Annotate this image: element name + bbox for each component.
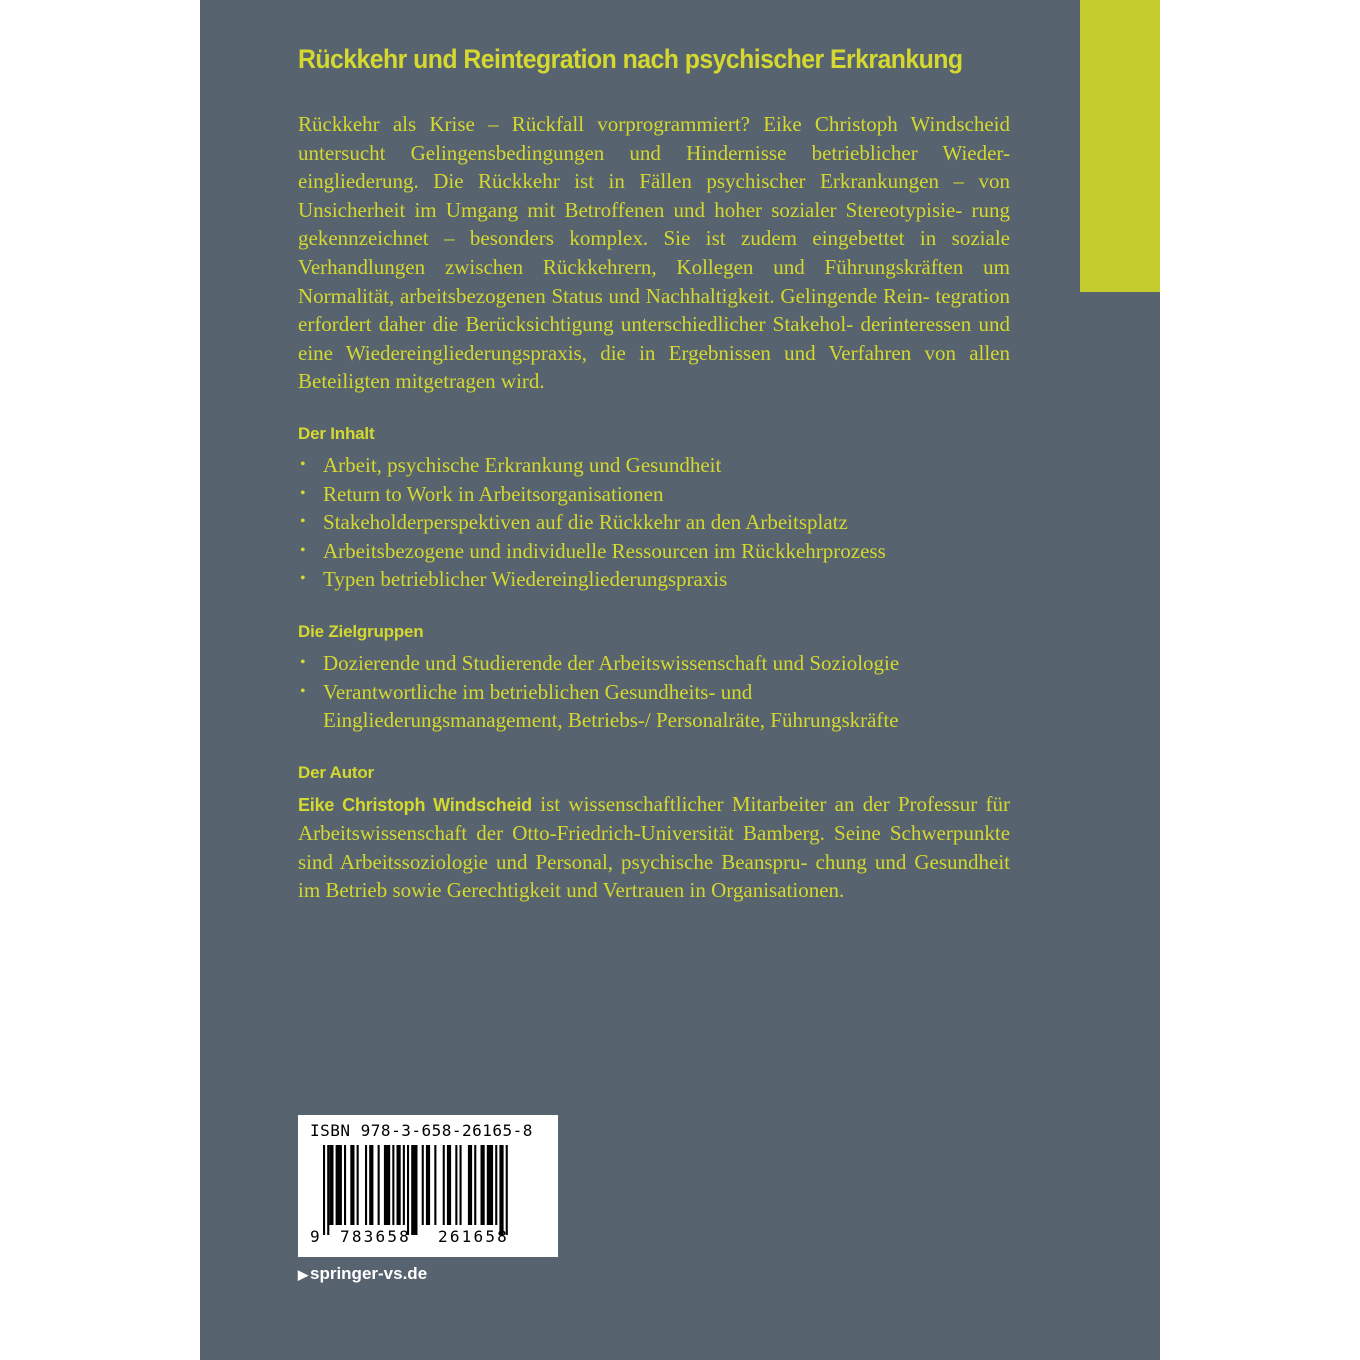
publisher-url: springer-vs.de [310, 1264, 428, 1283]
intro-line: derinteressen und eine Wiedereingliederungspraxis, die in Ergebnissen und [298, 312, 1010, 365]
inhalt-list [298, 451, 1010, 594]
arrow-icon: ▶ [298, 1267, 308, 1282]
list-item: • Arbeitsbezogene und individuelle Ressourcen im Rückkehrprozess [300, 538, 886, 563]
autor-heading: Der Autor [298, 762, 374, 782]
list-item: • Dozierende und Studierende der Arbeitswissenschaft und Soziologie [300, 650, 900, 675]
cover-text [298, 110, 1010, 905]
bio-line: für Arbeitswissenschaft der Otto-Friedrich-Universität Bamberg. Seine [298, 791, 1011, 846]
zielgruppen-list [298, 649, 1010, 735]
publisher-link[interactable] [298, 1264, 427, 1284]
barcode-digits-right: 261658 [438, 1227, 509, 1246]
intro-line: Rückkehr als Krise – Rückfall vorprogrammiert? Eike Christoph Windscheid [298, 112, 1010, 136]
accent-strip [1080, 0, 1160, 292]
list-item: • Return to Work in Arbeitsorganisationen [300, 481, 664, 506]
bio-line: Schwerpunkte sind Arbeitssoziologie und Personal, psychische Beanspru- [298, 821, 1011, 874]
zielgruppen-heading: Die Zielgruppen [298, 621, 424, 641]
bio-line: Organisationen. [711, 878, 845, 903]
intro-line: eingliederung. Die Rückkehr ist in Fällen psychischer Erkrankungen – von [298, 169, 1010, 194]
list-item: • Arbeit, psychische Erkrankung und Gesundheit [300, 452, 722, 477]
intro-line: untersucht Gelingensbedingungen und Hindernisse betrieblicher Wieder- [298, 140, 1010, 165]
barcode-digits-left: 783658 [340, 1227, 411, 1246]
intro-line: Normalität, arbeitsbezogenen Status und Nachhaltigkeit. Gelingende Rein- [298, 283, 930, 308]
barcode-digit-first: 9 [310, 1227, 320, 1246]
intro-line: Verfahren von allen Beteiligten mitgetragen wird. [298, 340, 1011, 394]
intro-line: rung gekennzeichnet – besonders komplex. Sie ist zudem eingebettet in soziale [298, 197, 1010, 251]
intro-line: tegration erfordert daher die Berücksichtigung unterschiedlicher Stakehol- [298, 283, 1010, 337]
intro-paragraph [298, 110, 1010, 396]
list-item: • Stakeholderperspektiven auf die Rückkehr an den Arbeitsplatz [300, 510, 848, 535]
list-item: • Verantwortliche im betrieblichen Gesundheits- und Eingliederungsmanagement, Betriebs-/ Personalräte, Führungskräfte [300, 679, 899, 733]
book-title: Rückkehr und Reintegration nach psychischer Erkrankung [298, 44, 963, 74]
author-bio [298, 790, 1010, 905]
inhalt-heading: Der Inhalt [298, 423, 375, 443]
intro-line: Unsicherheit im Umgang mit Betroffenen und hoher sozialer Stereotypisie- [298, 197, 963, 222]
bio-line: ist wissenschaftlicher Mitarbeiter an der Professur [531, 791, 978, 816]
list-item: • Typen betrieblicher Wiedereingliederungspraxis [300, 567, 728, 592]
isbn-label: ISBN 978-3-658-26165-8 [310, 1121, 533, 1140]
isbn-barcode [298, 1115, 558, 1257]
author-name: Eike Christoph Windscheid [298, 794, 532, 815]
bio-line: chung und Gesundheit im Betrieb sowie Gerechtigkeit und Vertrauen in [298, 849, 1010, 903]
intro-line: Verhandlungen zwischen Rückkehrern, Kollegen und Führungskräften um [298, 254, 1010, 279]
